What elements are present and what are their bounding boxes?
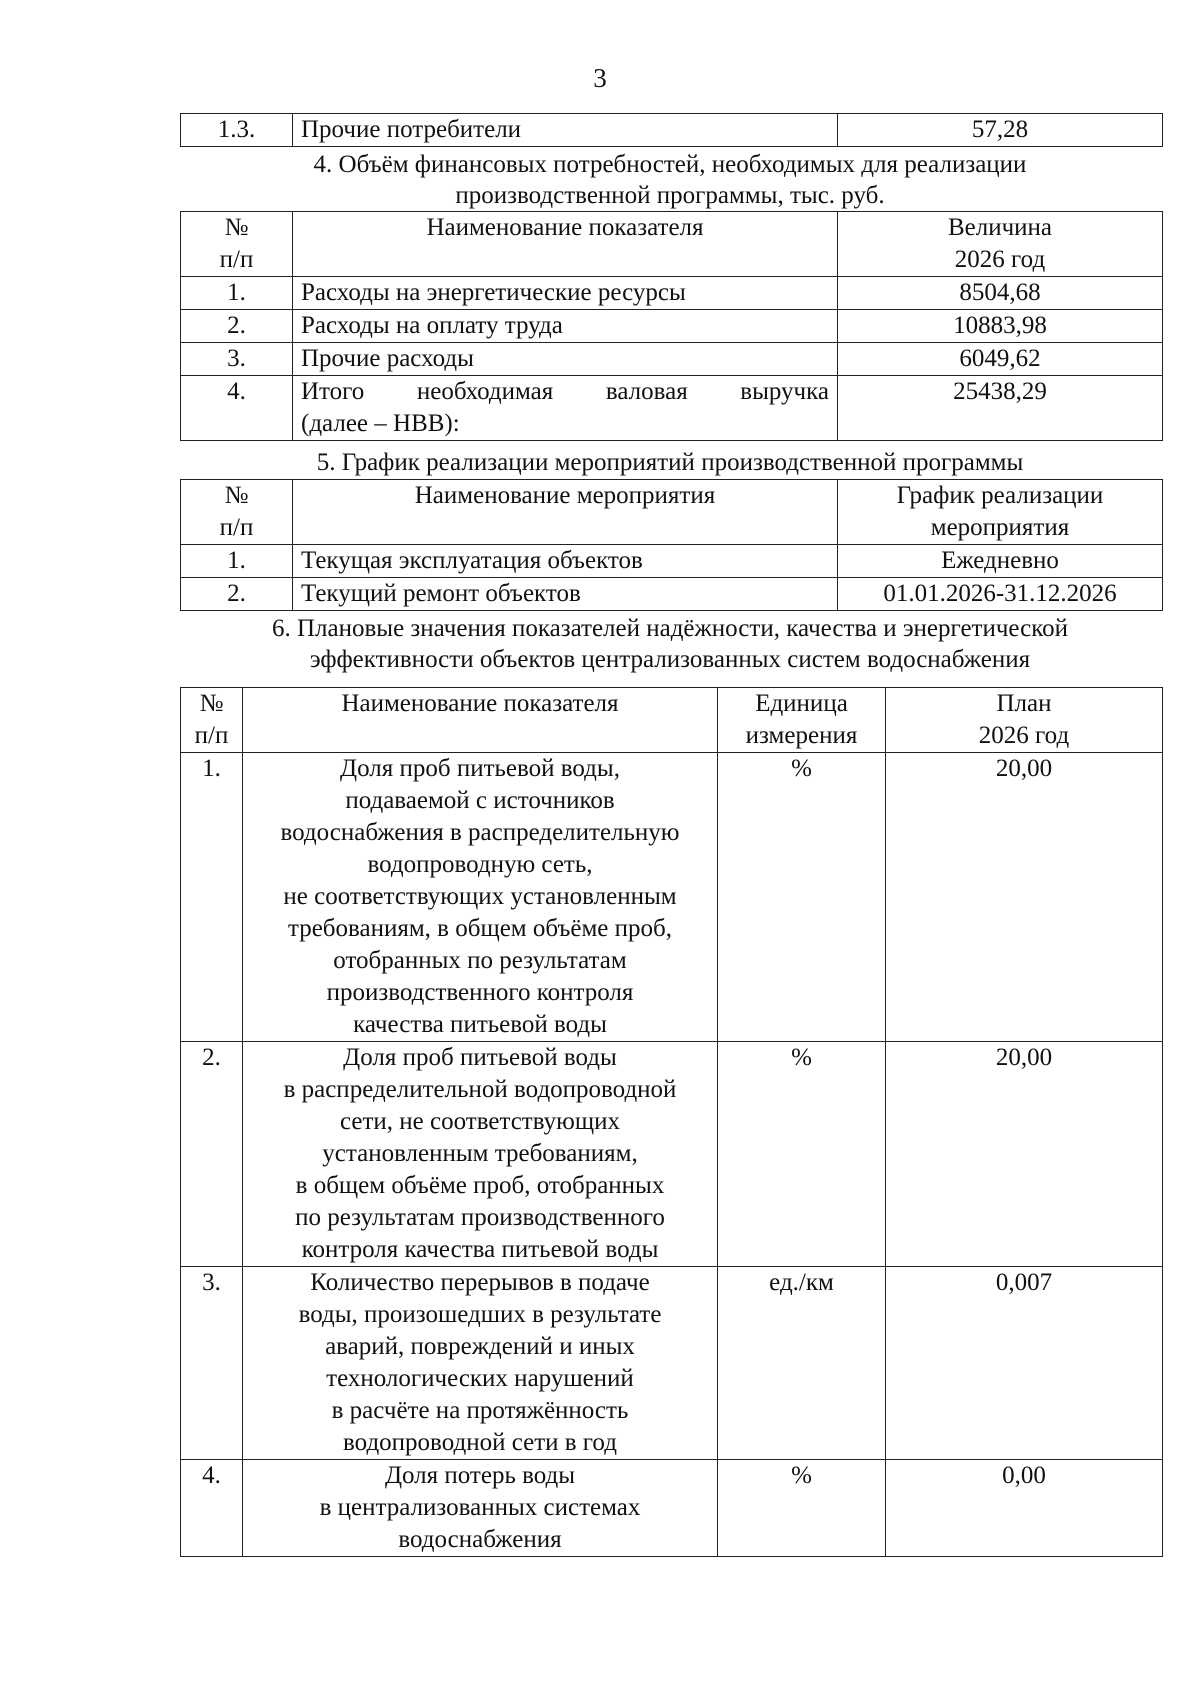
- row-name-line: контроля качества питьевой воды: [301, 1236, 659, 1263]
- row-name: [293, 376, 838, 441]
- row-unit: ед./км: [718, 1267, 886, 1460]
- row-name-line: водоснабжения: [398, 1526, 562, 1553]
- row-name-line: водоснабжения в распределительную: [280, 819, 680, 846]
- header-num: [181, 688, 243, 753]
- row-name-line: Доля проб питьевой воды,: [340, 755, 620, 782]
- row-name-line: технологических нарушений: [326, 1365, 634, 1392]
- header-name: Наименование мероприятия: [293, 480, 838, 545]
- header-unit: [718, 688, 886, 753]
- header-unit-line2: измерения: [745, 722, 858, 749]
- header-unit-line1: Единица: [755, 690, 848, 717]
- row-plan: 20,00: [886, 753, 1163, 1042]
- row-name: [243, 1042, 718, 1267]
- row-unit: %: [718, 1460, 886, 1557]
- row-number: 3.: [181, 1267, 243, 1460]
- row-name: Прочие расходы: [293, 343, 838, 376]
- row-name-line: в централизованных системах: [319, 1494, 641, 1521]
- row-name: Текущая эксплуатация объектов: [293, 545, 838, 578]
- row-value: 25438,29: [838, 376, 1163, 441]
- row-number: 1.: [181, 277, 293, 310]
- header-num-line1: №: [224, 214, 249, 241]
- table-row: [181, 376, 1163, 441]
- row-name: Расходы на энергетические ресурсы: [293, 277, 838, 310]
- section4-heading-line1: 4. Объём финансовых потребностей, необходимых для реализации: [313, 151, 1027, 178]
- row-value: 01.01.2026-31.12.2026: [838, 578, 1163, 611]
- row-name-line: Доля проб питьевой воды: [343, 1044, 617, 1071]
- row-name-line: отобранных по результатам: [333, 947, 627, 974]
- row-unit: %: [718, 1042, 886, 1267]
- section6-heading-line1: 6. Плановые значения показателей надёжности, качества и энергетической: [271, 615, 1069, 642]
- row-value: 10883,98: [838, 310, 1163, 343]
- row-name: Текущий ремонт объектов: [293, 578, 838, 611]
- row-name-line: не соответствующих установленным: [283, 883, 677, 910]
- header-plan: [886, 688, 1163, 753]
- schedule-table: [180, 479, 1163, 611]
- section5-heading: [180, 447, 1160, 478]
- header-value-line2: мероприятия: [930, 514, 1070, 541]
- page-number: 3: [593, 63, 607, 93]
- row-name: [243, 1267, 718, 1460]
- consumers-table: [180, 113, 1163, 147]
- header-num-line1: №: [199, 690, 224, 717]
- row-value: Ежедневно: [838, 545, 1163, 578]
- section5-heading-line: 5. График реализации мероприятий производственной программы: [316, 449, 1024, 476]
- table-row: [181, 343, 1163, 376]
- row-name-line: в распределительной водопроводной: [283, 1076, 677, 1103]
- section6-heading-line2: эффективности объектов централизованных систем водоснабжения: [309, 646, 1031, 673]
- row-name-line: аварий, повреждений и иных: [325, 1333, 635, 1360]
- table-row: [181, 578, 1163, 611]
- row-name-line: в общем объёме проб, отобранных: [295, 1172, 665, 1199]
- header-value-line1: График реализации: [896, 482, 1104, 509]
- row-number: 1.: [181, 545, 293, 578]
- row-name: [243, 1460, 718, 1557]
- table-row: [181, 277, 1163, 310]
- table-row: [181, 1042, 1163, 1267]
- row-name-line: водопроводную сеть,: [367, 851, 593, 878]
- row-name: Расходы на оплату труда: [293, 310, 838, 343]
- row-number: 1.3.: [181, 114, 293, 147]
- row-name-line: воды, произошедших в результате: [298, 1301, 662, 1328]
- row-name: Прочие потребители: [293, 114, 838, 147]
- row-name-line: требованиям, в общем объёме проб,: [287, 915, 673, 942]
- row-name-line: Доля потерь воды: [384, 1462, 576, 1489]
- table-row: [181, 114, 1163, 147]
- row-name: [243, 753, 718, 1042]
- table-row: [181, 1460, 1163, 1557]
- row-number: 4.: [181, 376, 293, 441]
- row-number: 4.: [181, 1460, 243, 1557]
- row-plan: 0,007: [886, 1267, 1163, 1460]
- row-plan: 0,00: [886, 1460, 1163, 1557]
- row-number: 3.: [181, 343, 293, 376]
- row-name-line2: (далее – НВВ):: [301, 410, 460, 437]
- table-header-row: [181, 688, 1163, 753]
- header-name: Наименование показателя: [293, 212, 838, 277]
- row-name-line1: Итого необходимая валовая выручка: [301, 378, 829, 405]
- header-num-line2: п/п: [219, 514, 254, 541]
- section4-heading-line2: производственной программы, тыс. руб.: [455, 182, 885, 209]
- row-value: 8504,68: [838, 277, 1163, 310]
- table-header-row: [181, 480, 1163, 545]
- table-row: [181, 310, 1163, 343]
- row-name-line: установленным требованиям,: [322, 1140, 638, 1167]
- header-num-line2: п/п: [219, 246, 254, 273]
- row-number: 2.: [181, 310, 293, 343]
- table-row: [181, 1267, 1163, 1460]
- row-number: 1.: [181, 753, 243, 1042]
- header-num: [181, 212, 293, 277]
- header-num: [181, 480, 293, 545]
- row-name-line: по результатам производственного: [295, 1204, 665, 1231]
- header-name: Наименование показателя: [243, 688, 718, 753]
- row-value: 6049,62: [838, 343, 1163, 376]
- table-row: [181, 753, 1163, 1042]
- row-name-line: Количество перерывов в подаче: [310, 1269, 650, 1296]
- row-name-line: производственного контроля: [326, 979, 634, 1006]
- header-num-line1: №: [224, 482, 249, 509]
- row-name-line: водопроводной сети в год: [343, 1429, 617, 1456]
- table-row: [181, 545, 1163, 578]
- row-unit: %: [718, 753, 886, 1042]
- row-value: 57,28: [838, 114, 1163, 147]
- header-value-line1: Величина: [947, 214, 1053, 241]
- header-plan-line1: План: [996, 690, 1052, 717]
- header-num-line2: п/п: [194, 722, 229, 749]
- row-name-line: качества питьевой воды: [353, 1011, 607, 1038]
- section6-heading: [180, 613, 1160, 675]
- row-name-line: сети, не соответствующих: [340, 1108, 620, 1135]
- section4-heading: [180, 149, 1160, 211]
- indicators-table: [180, 687, 1163, 1557]
- row-name-line: в расчёте на протяжённость: [331, 1397, 629, 1424]
- table-header-row: [181, 212, 1163, 277]
- row-number: 2.: [181, 578, 293, 611]
- header-value-line2: 2026 год: [954, 246, 1046, 273]
- row-name-line: подаваемой с источников: [345, 787, 615, 814]
- header-value: [838, 480, 1163, 545]
- header-plan-line2: 2026 год: [978, 722, 1070, 749]
- row-number: 2.: [181, 1042, 243, 1267]
- header-value: [838, 212, 1163, 277]
- financial-needs-table: [180, 211, 1163, 441]
- row-plan: 20,00: [886, 1042, 1163, 1267]
